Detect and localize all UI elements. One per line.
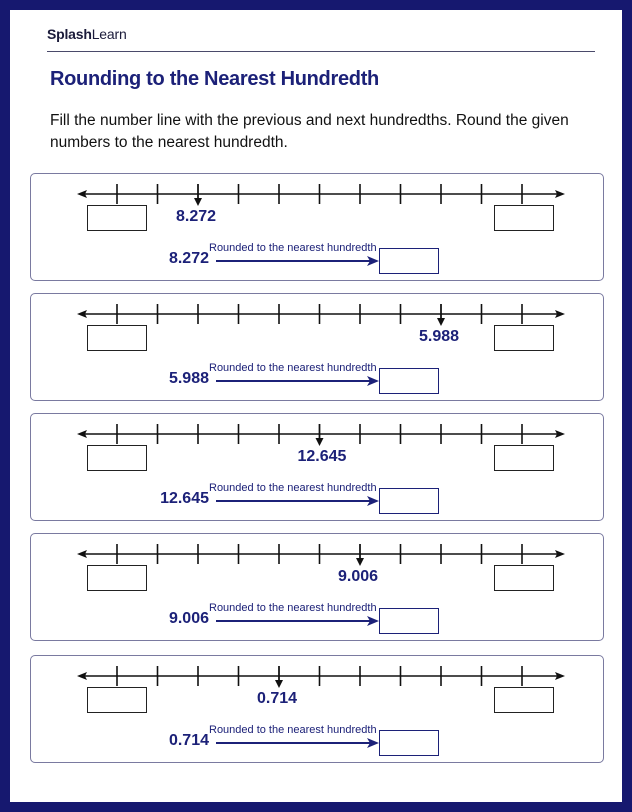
marker-number-label: 8.272 <box>176 208 217 225</box>
next-hundredth-input[interactable] <box>494 445 554 471</box>
previous-hundredth-input[interactable] <box>87 325 147 351</box>
problem-card <box>30 655 604 763</box>
problem-card <box>30 533 604 641</box>
rounded-label: Rounded to the nearest hundredth <box>209 482 377 494</box>
marker-number-label: 12.645 <box>297 448 347 465</box>
given-number-label: 5.988 <box>168 370 209 387</box>
rounded-answer-input[interactable] <box>379 248 439 274</box>
brand-logo <box>47 26 127 42</box>
problem-card <box>30 173 604 281</box>
next-hundredth-input[interactable] <box>494 565 554 591</box>
header-divider <box>47 51 595 52</box>
given-number-label: 12.645 <box>160 490 209 507</box>
rounded-label: Rounded to the nearest hundredth <box>209 724 377 736</box>
next-hundredth-input[interactable] <box>494 687 554 713</box>
page-title: Rounding to the Nearest Hundredth <box>50 68 379 90</box>
instructions: Fill the number line with the previous and next hundredths. Round the given numbers to the nearest hundredth. <box>50 112 569 151</box>
previous-hundredth-input[interactable] <box>87 687 147 713</box>
rounded-label: Rounded to the nearest hundredth <box>209 362 377 374</box>
previous-hundredth-input[interactable] <box>87 205 147 231</box>
rounded-answer-input[interactable] <box>379 730 439 756</box>
brand-light: Learn <box>91 26 127 42</box>
rounded-answer-input[interactable] <box>379 368 439 394</box>
rounded-label: Rounded to the nearest hundredth <box>209 602 377 614</box>
previous-hundredth-input[interactable] <box>87 445 147 471</box>
next-hundredth-input[interactable] <box>494 325 554 351</box>
next-hundredth-input[interactable] <box>494 205 554 231</box>
worksheet-page <box>10 10 622 802</box>
rounded-answer-input[interactable] <box>379 608 439 634</box>
marker-number-label: 5.988 <box>419 328 460 345</box>
given-number-label: 8.272 <box>168 250 209 267</box>
rounded-answer-input[interactable] <box>379 488 439 514</box>
marker-number-label: 9.006 <box>338 568 379 585</box>
rounded-label: Rounded to the nearest hundredth <box>209 242 377 254</box>
problem-card <box>30 413 604 521</box>
brand-bold: Splash <box>47 26 92 42</box>
given-number-label: 9.006 <box>168 610 209 627</box>
given-number-label: 0.714 <box>168 732 209 749</box>
problem-card <box>30 293 604 401</box>
previous-hundredth-input[interactable] <box>87 565 147 591</box>
marker-number-label: 0.714 <box>257 690 298 707</box>
